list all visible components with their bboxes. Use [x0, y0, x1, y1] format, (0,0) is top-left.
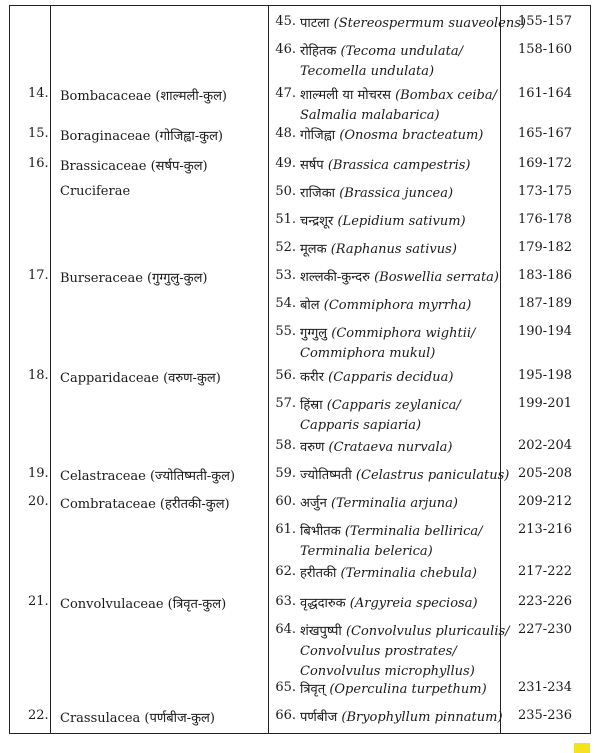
- serial-number: 17.: [28, 268, 49, 283]
- plant-number: 55.: [275, 324, 296, 339]
- page-range: 227-230: [517, 622, 573, 637]
- page-range: 195-198: [517, 368, 573, 383]
- page-range: 231-234: [517, 680, 573, 695]
- plant-name: करीर (Capparis decidua): [300, 370, 454, 385]
- family-name: Capparidaceae (वरुण-कुल): [60, 371, 221, 386]
- plant-name: अर्जुन (Terminalia arjuna): [300, 496, 458, 511]
- family-name: Boraginaceae (गोजिह्वा-कुल): [60, 129, 223, 144]
- plant-name: शंखपुष्पी (Convolvulus pluricaulis/ Convolvulus prostrates/ Convolvulus microphyllus): [300, 624, 510, 679]
- serial-number: 16.: [28, 156, 49, 171]
- serial-number: 15.: [28, 126, 49, 141]
- plant-number: 59.: [275, 466, 296, 481]
- serial-number: 19.: [28, 466, 49, 481]
- serial-number: 20.: [28, 494, 49, 509]
- page-range: 187-189: [517, 296, 573, 311]
- index-table: [9, 5, 591, 734]
- plant-number: 52.: [275, 240, 296, 255]
- family-name: Combrataceae (हरीतकी-कुल): [60, 497, 230, 512]
- plant-name: वरुण (Crataeva nurvala): [300, 440, 453, 455]
- page-range: 209-212: [517, 494, 573, 509]
- plant-number: 47.: [275, 86, 296, 101]
- serial-number: 14.: [28, 86, 49, 101]
- page-range: 169-172: [517, 156, 573, 171]
- page-range: 190-194: [517, 324, 573, 339]
- plant-name: ज्योतिष्मती (Celastrus paniculatus): [300, 468, 510, 483]
- page-range: 161-164: [517, 86, 573, 101]
- plant-name: गोजिह्वा (Onosma bracteatum): [300, 128, 484, 143]
- plant-number: 57.: [275, 396, 296, 411]
- page-range: 205-208: [517, 466, 573, 481]
- plant-number: 60.: [275, 494, 296, 509]
- plant-name: बिभीतक (Terminalia bellirica/ Terminalia belerica): [300, 524, 483, 559]
- plant-name: शल्लकी-कुन्दरु (Boswellia serrata): [300, 270, 499, 285]
- plant-name: शाल्मली या मोचरस (Bombax ceiba/ Salmalia malabarica): [300, 88, 497, 123]
- family-name: Convolvulaceae (त्रिवृत-कुल): [60, 597, 227, 612]
- page-range: 165-167: [517, 126, 573, 141]
- family-name: Bombacaceae (शाल्मली-कुल): [60, 89, 227, 104]
- family-name: Burseraceae (गुग्गुलु-कुल): [60, 271, 208, 286]
- plant-name: हरीतकी (Terminalia chebula): [300, 566, 477, 581]
- page-range: 235-236: [517, 708, 573, 723]
- plant-name: त्रिवृत् (Operculina turpethum): [300, 682, 487, 697]
- plant-number: 53.: [275, 268, 296, 283]
- page-range: 199-201: [517, 396, 573, 411]
- plant-number: 45.: [275, 14, 296, 29]
- serial-number: 21.: [28, 594, 49, 609]
- plant-name: बोल (Commiphora myrrha): [300, 298, 472, 313]
- family-name: Brassicaceae (सर्षप-कुल): [60, 159, 208, 174]
- plant-number: 49.: [275, 156, 296, 171]
- column-divider: [268, 6, 269, 733]
- page-range: 179-182: [517, 240, 573, 255]
- plant-name: सर्षप (Brassica campestris): [300, 158, 471, 173]
- yellow-marker: [574, 743, 590, 753]
- plant-number: 62.: [275, 564, 296, 579]
- plant-name: पर्णबीज (Bryophyllum pinnatum): [300, 710, 503, 725]
- plant-number: 64.: [275, 622, 296, 637]
- plant-name: रोहितक (Tecoma undulata/ Tecomella undulata): [300, 44, 463, 79]
- plant-number: 56.: [275, 368, 296, 383]
- plant-number: 48.: [275, 126, 296, 141]
- family-name: Cruciferae: [60, 184, 131, 199]
- family-name: Celastraceae (ज्योतिष्मती-कुल): [60, 469, 236, 484]
- serial-number: 18.: [28, 368, 49, 383]
- page-range: 155-157: [517, 14, 573, 29]
- plant-number: 54.: [275, 296, 296, 311]
- plant-name: राजिका (Brassica juncea): [300, 186, 454, 201]
- page-range: 176-178: [517, 212, 573, 227]
- page-range: 223-226: [517, 594, 573, 609]
- plant-name: हिंस्रा (Capparis zeylanica/ Capparis sapiaria): [300, 398, 461, 433]
- page-range: 183-186: [517, 268, 573, 283]
- plant-number: 50.: [275, 184, 296, 199]
- plant-number: 63.: [275, 594, 296, 609]
- page-range: 158-160: [517, 42, 573, 57]
- plant-number: 61.: [275, 522, 296, 537]
- plant-name: मूलक (Raphanus sativus): [300, 242, 457, 257]
- plant-number: 66.: [275, 708, 296, 723]
- plant-name: पाटला (Stereospermum suaveolens): [300, 16, 526, 31]
- page-range: 213-216: [517, 522, 573, 537]
- plant-name: वृद्धदारुक (Argyreia speciosa): [300, 596, 478, 611]
- plant-name: चन्द्रशूर (Lepidium sativum): [300, 214, 466, 229]
- serial-number: 22.: [28, 708, 49, 723]
- page-range: 217-222: [517, 564, 573, 579]
- plant-number: 51.: [275, 212, 296, 227]
- page-range: 173-175: [517, 184, 573, 199]
- plant-name: गुग्गुलु (Commiphora wightii/ Commiphora mukul): [300, 326, 476, 361]
- plant-number: 58.: [275, 438, 296, 453]
- column-divider: [50, 6, 51, 733]
- plant-number: 65.: [275, 680, 296, 695]
- plant-number: 46.: [275, 42, 296, 57]
- family-name: Crassulacea (पर्णबीज-कुल): [60, 711, 215, 726]
- page-range: 202-204: [517, 438, 573, 453]
